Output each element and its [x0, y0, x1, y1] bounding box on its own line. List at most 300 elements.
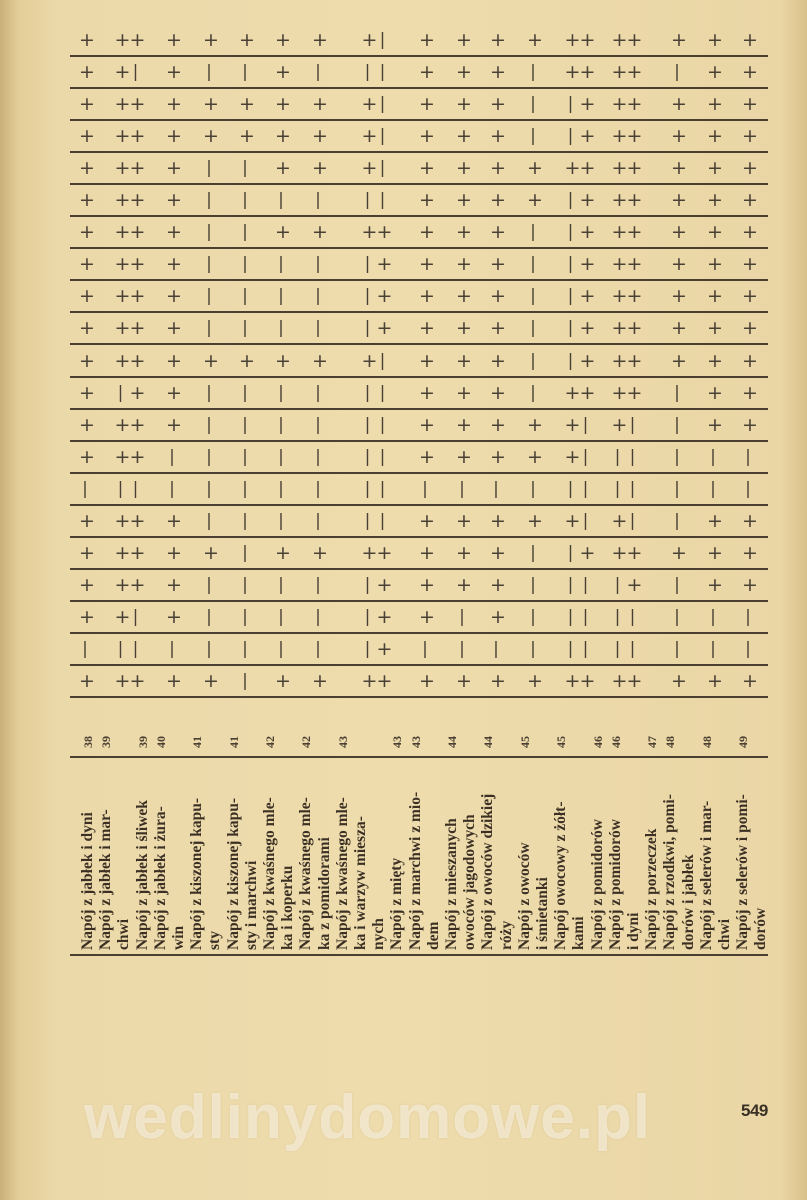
table-cell: [166, 61, 182, 84]
table-cell: [707, 29, 723, 51]
plus-mark: +: [490, 61, 506, 84]
plus-mark: +: [129, 221, 146, 244]
table-rule: [70, 954, 768, 956]
plus-mark: +: [129, 93, 146, 116]
plus-mark: +: [611, 93, 628, 116]
plus-mark: +: [361, 157, 378, 180]
table-cell: [490, 479, 502, 499]
table-cell: [275, 157, 291, 180]
table-cell: [742, 413, 758, 436]
plus-mark: +: [456, 317, 472, 340]
row-divider: [70, 215, 768, 217]
minus-mark: |: [278, 382, 284, 403]
row-divider: [70, 343, 768, 345]
dish-name-line: Napój z kwaśnego mle-: [297, 797, 315, 950]
table-cell: [527, 479, 539, 499]
table-cell: [707, 61, 723, 84]
table-cell: [419, 541, 435, 564]
plus-mark: +: [564, 157, 581, 180]
plus-mark: +: [79, 670, 95, 692]
table-cell: [565, 93, 596, 116]
row-divider: [70, 119, 768, 121]
table-cell: [419, 29, 435, 51]
table-cell: [203, 222, 215, 242]
minus-mark: |: [315, 446, 321, 467]
minus-mark: |: [206, 158, 212, 179]
plus-mark: +: [611, 29, 628, 51]
minus-mark: |: [278, 510, 284, 531]
plus-mark: +: [275, 349, 291, 372]
table-cell: [114, 573, 146, 596]
table-cell: [79, 639, 91, 659]
table-cell: [203, 318, 215, 338]
plus-mark: +: [579, 61, 596, 84]
table-cell: [275, 125, 291, 148]
recipe-page-ref: 45: [517, 736, 532, 748]
plus-mark: +: [707, 413, 723, 436]
plus-mark: +: [419, 381, 435, 404]
plus-mark: +: [611, 157, 628, 180]
table-cell: [362, 383, 389, 403]
table-cell: [611, 381, 643, 404]
minus-mark: |: [567, 126, 574, 147]
minus-mark: |: [530, 574, 536, 595]
plus-mark: +: [376, 253, 393, 276]
table-cell: [527, 126, 539, 146]
minus-mark: |: [206, 414, 212, 435]
table-cell: [611, 29, 643, 51]
plus-mark: +: [114, 605, 131, 628]
table-cell: [362, 62, 389, 82]
minus-mark: |: [674, 478, 680, 499]
minus-mark: |: [674, 606, 680, 627]
plus-mark: +: [456, 349, 472, 372]
plus-mark: +: [114, 61, 131, 84]
plus-mark: +: [166, 221, 182, 244]
dish-name-line: róży: [497, 920, 515, 950]
table-cell: [166, 221, 182, 244]
minus-mark: |: [206, 478, 212, 499]
plus-mark: +: [564, 670, 581, 692]
dish-name-line: dorów: [752, 907, 770, 950]
table-cell: [114, 125, 146, 148]
table-cell: [312, 541, 328, 564]
dish-name-line: owoców jagodowych: [461, 814, 479, 950]
minus-mark: |: [379, 62, 386, 83]
table-cell: [203, 62, 215, 82]
table-cell: [671, 253, 687, 276]
table-cell: [362, 126, 389, 146]
plus-mark: +: [671, 189, 687, 212]
minus-mark: |: [206, 510, 212, 531]
plus-mark: +: [742, 221, 758, 244]
table-cell: [79, 189, 95, 212]
table-cell: [203, 93, 219, 116]
table-cell: [275, 575, 287, 595]
plus-mark: +: [129, 285, 146, 308]
plus-mark: +: [579, 285, 596, 308]
table-cell: [456, 349, 472, 372]
table-cell: [707, 447, 719, 467]
table-cell: [203, 29, 219, 51]
table-cell: [362, 94, 389, 114]
plus-mark: +: [742, 93, 758, 116]
plus-mark: +: [79, 381, 95, 404]
plus-mark: +: [671, 157, 687, 180]
plus-mark: +: [527, 189, 543, 212]
row-divider: [70, 279, 768, 281]
plus-mark: +: [419, 285, 435, 308]
plus-mark: +: [129, 253, 146, 276]
plus-mark: +: [114, 285, 131, 308]
plus-mark: +: [166, 381, 182, 404]
table-cell: [312, 349, 328, 372]
table-cell: [79, 479, 91, 499]
table-cell: [114, 253, 146, 276]
minus-mark: |: [530, 606, 536, 627]
plus-mark: +: [564, 381, 581, 404]
minus-mark: |: [117, 638, 124, 659]
table-cell: [671, 125, 687, 148]
plus-mark: +: [275, 670, 291, 692]
plus-mark: +: [579, 157, 596, 180]
table-cell: [490, 317, 506, 340]
table-cell: [239, 543, 251, 563]
row-divider: [70, 664, 768, 666]
table-cell: [312, 286, 324, 306]
table-cell: [114, 29, 146, 51]
plus-mark: +: [671, 349, 687, 372]
plus-mark: +: [611, 349, 628, 372]
plus-mark: +: [564, 509, 581, 532]
plus-mark: +: [275, 541, 291, 564]
plus-mark: +: [742, 253, 758, 276]
minus-mark: |: [614, 478, 621, 499]
table-cell: [671, 29, 687, 51]
dish-name-line: Napój z jabłek i mar-: [97, 809, 115, 950]
recipe-page-ref: 43: [408, 736, 423, 748]
plus-mark: +: [376, 605, 393, 628]
plus-mark: +: [456, 573, 472, 596]
recipe-page-ref: 42: [299, 736, 314, 748]
minus-mark: |: [242, 222, 248, 243]
plus-mark: +: [166, 189, 182, 212]
minus-mark: |: [629, 446, 636, 467]
table-cell: [612, 415, 639, 435]
plus-mark: +: [166, 605, 182, 628]
table-cell: [456, 285, 472, 308]
table-cell: [707, 285, 723, 308]
table-cell: [671, 285, 687, 308]
table-cell: [114, 541, 146, 564]
minus-mark: |: [278, 254, 284, 275]
plus-mark: +: [626, 573, 643, 596]
table-cell: [312, 639, 324, 659]
table-cell: [742, 29, 758, 51]
minus-mark: |: [379, 126, 386, 147]
dish-name-line: Napój z selerów i pomi-: [734, 794, 752, 950]
plus-mark: +: [611, 189, 628, 212]
table-cell: [671, 62, 683, 82]
plus-mark: +: [129, 29, 146, 51]
table-cell: [166, 381, 182, 404]
table-cell: [312, 670, 328, 692]
table-cell: [671, 383, 683, 403]
table-cell: [742, 157, 758, 180]
plus-mark: +: [742, 157, 758, 180]
minus-mark: |: [242, 382, 248, 403]
row-divider: [70, 311, 768, 313]
plus-mark: +: [742, 29, 758, 51]
minus-mark: |: [242, 414, 248, 435]
recipe-page-ref: 43: [335, 736, 350, 748]
table-cell: [527, 543, 539, 563]
table-cell: [203, 383, 215, 403]
plus-mark: +: [707, 29, 723, 51]
plus-mark: +: [129, 125, 146, 148]
plus-mark: +: [203, 125, 219, 148]
table-cell: [456, 93, 472, 116]
table-cell: [275, 349, 291, 372]
table-cell: [671, 639, 683, 659]
plus-mark: +: [742, 670, 758, 692]
plus-mark: +: [419, 445, 435, 468]
table-cell: [611, 253, 643, 276]
plus-mark: +: [129, 509, 146, 532]
recipe-page-ref: 42: [263, 736, 277, 748]
table-cell: [490, 125, 506, 148]
plus-mark: +: [129, 445, 146, 468]
table-cell: [239, 639, 251, 659]
table-cell: [707, 349, 723, 372]
table-cell: [275, 61, 291, 84]
table-cell: [456, 157, 472, 180]
plus-mark: +: [166, 125, 182, 148]
table-cell: [79, 61, 95, 84]
plus-mark: +: [490, 349, 506, 372]
dish-name-line: Napój z owoców dzikiej: [479, 793, 497, 950]
minus-mark: |: [530, 638, 536, 659]
table-cell: [419, 157, 435, 180]
plus-mark: +: [79, 253, 95, 276]
table-cell: [456, 479, 468, 499]
table-cell: [527, 575, 539, 595]
minus-mark: |: [582, 414, 589, 435]
minus-mark: |: [206, 62, 212, 83]
plus-mark: +: [707, 573, 723, 596]
plus-mark: +: [361, 541, 378, 564]
plus-mark: +: [114, 509, 131, 532]
minus-mark: |: [422, 638, 428, 659]
table-cell: [490, 189, 506, 212]
table-cell: [564, 381, 596, 404]
table-cell: [239, 511, 251, 531]
table-cell: [742, 607, 754, 627]
table-cell: [565, 511, 592, 531]
table-cell: [239, 222, 251, 242]
table-cell: [527, 351, 539, 371]
plus-mark: +: [79, 541, 95, 564]
minus-mark: |: [567, 190, 574, 211]
recipe-page-ref: 48: [699, 736, 714, 748]
plus-mark: +: [275, 61, 291, 84]
plus-mark: +: [611, 413, 628, 436]
table-cell: [565, 447, 592, 467]
table-cell: [611, 317, 643, 340]
plus-mark: +: [626, 125, 643, 148]
minus-mark: |: [242, 318, 248, 339]
table-cell: [166, 639, 178, 659]
plus-mark: +: [166, 253, 182, 276]
table-cell: [166, 285, 182, 308]
table-cell: [79, 285, 95, 308]
table-cell: [166, 349, 182, 372]
table-cell: [490, 61, 506, 84]
minus-mark: |: [379, 414, 386, 435]
dish-name-line: Napój z rzodkwi, pomi-: [661, 794, 679, 950]
plus-mark: +: [626, 93, 643, 116]
minus-mark: |: [132, 478, 139, 499]
table-cell: [203, 447, 215, 467]
plus-mark: +: [579, 541, 596, 564]
dish-name-line: Napój z mięty: [388, 857, 406, 950]
table-cell: [527, 509, 543, 532]
plus-mark: +: [456, 221, 472, 244]
minus-mark: |: [364, 414, 371, 435]
plus-mark: +: [114, 541, 131, 564]
recipe-page-ref: 39: [99, 736, 114, 748]
plus-mark: +: [490, 670, 506, 692]
table-cell: [419, 381, 435, 404]
table-cell: [419, 573, 435, 596]
minus-mark: |: [674, 62, 680, 83]
dish-name-line: nych: [370, 918, 388, 950]
minus-mark: |: [567, 478, 574, 499]
table-cell: [707, 253, 723, 276]
table-cell: [611, 61, 643, 84]
table-cell: [114, 317, 146, 340]
table-cell: [612, 447, 639, 467]
table-cell: [166, 541, 182, 564]
minus-mark: |: [379, 30, 386, 50]
table-cell: [490, 639, 502, 659]
plus-mark: +: [707, 221, 723, 244]
plus-mark: +: [707, 670, 723, 692]
table-cell: [565, 349, 596, 372]
minus-mark: |: [315, 606, 321, 627]
table-cell: [312, 607, 324, 627]
table-cell: [419, 639, 431, 659]
plus-mark: +: [239, 93, 255, 116]
table-cell: [612, 573, 643, 596]
minus-mark: |: [364, 510, 371, 531]
plus-mark: +: [376, 670, 393, 692]
minus-mark: |: [315, 318, 321, 339]
table-cell: [707, 221, 723, 244]
table-cell: [611, 221, 643, 244]
plus-mark: +: [490, 605, 506, 628]
plus-mark: +: [166, 317, 182, 340]
recipe-page-ref: 45: [554, 736, 569, 748]
plus-mark: +: [579, 221, 596, 244]
watermark: wedlinydomowe.pl: [84, 1083, 652, 1152]
table-cell: [490, 573, 506, 596]
table-cell: [362, 30, 389, 50]
minus-mark: |: [459, 606, 465, 627]
plus-mark: +: [114, 349, 131, 372]
minus-mark: |: [242, 574, 248, 595]
table-cell: [671, 607, 683, 627]
dish-name-line: Napój z mieszanych: [443, 818, 460, 950]
table-cell: [362, 253, 393, 276]
table-cell: [114, 670, 146, 692]
minus-mark: |: [379, 158, 386, 179]
plus-mark: +: [166, 541, 182, 564]
plus-mark: +: [626, 61, 643, 84]
table-cell: [312, 575, 324, 595]
table-cell: [456, 61, 472, 84]
minus-mark: |: [206, 606, 212, 627]
minus-mark: |: [530, 318, 536, 339]
minus-mark: |: [674, 414, 680, 435]
plus-mark: +: [707, 61, 723, 84]
dish-name-line: i dyni: [625, 912, 642, 950]
dish-name-line: chwi: [716, 919, 733, 950]
table-cell: [456, 221, 472, 244]
plus-mark: +: [611, 221, 628, 244]
plus-mark: +: [611, 670, 628, 692]
plus-mark: +: [79, 445, 95, 468]
table-cell: [239, 318, 251, 338]
minus-mark: |: [745, 606, 751, 627]
table-cell: [79, 670, 95, 692]
minus-mark: |: [582, 510, 589, 531]
minus-mark: |: [629, 414, 636, 435]
plus-mark: +: [361, 93, 378, 116]
table-cell: [203, 541, 219, 564]
table-cell: [527, 62, 539, 82]
minus-mark: |: [206, 638, 212, 659]
table-cell: [456, 509, 472, 532]
plus-mark: +: [579, 189, 596, 212]
row-divider: [70, 87, 768, 89]
table-cell: [671, 189, 687, 212]
table-cell: [490, 509, 506, 532]
plus-mark: +: [456, 670, 472, 692]
minus-mark: |: [493, 478, 499, 499]
plus-mark: +: [203, 349, 219, 372]
plus-mark: +: [419, 29, 435, 51]
minus-mark: |: [242, 606, 248, 627]
minus-mark: |: [582, 446, 589, 467]
table-cell: [419, 125, 435, 148]
plus-mark: +: [626, 381, 643, 404]
minus-mark: |: [364, 638, 371, 659]
plus-mark: +: [419, 670, 435, 692]
plus-mark: +: [707, 541, 723, 564]
table-cell: [707, 573, 723, 596]
minus-mark: |: [315, 382, 321, 403]
plus-mark: +: [626, 253, 643, 276]
table-cell: [312, 511, 324, 531]
table-cell: [166, 317, 182, 340]
table-cell: [419, 285, 435, 308]
table-cell: [456, 125, 472, 148]
table-cell: [419, 349, 435, 372]
plus-mark: +: [79, 413, 95, 436]
plus-mark: +: [79, 125, 95, 148]
minus-mark: |: [315, 478, 321, 499]
